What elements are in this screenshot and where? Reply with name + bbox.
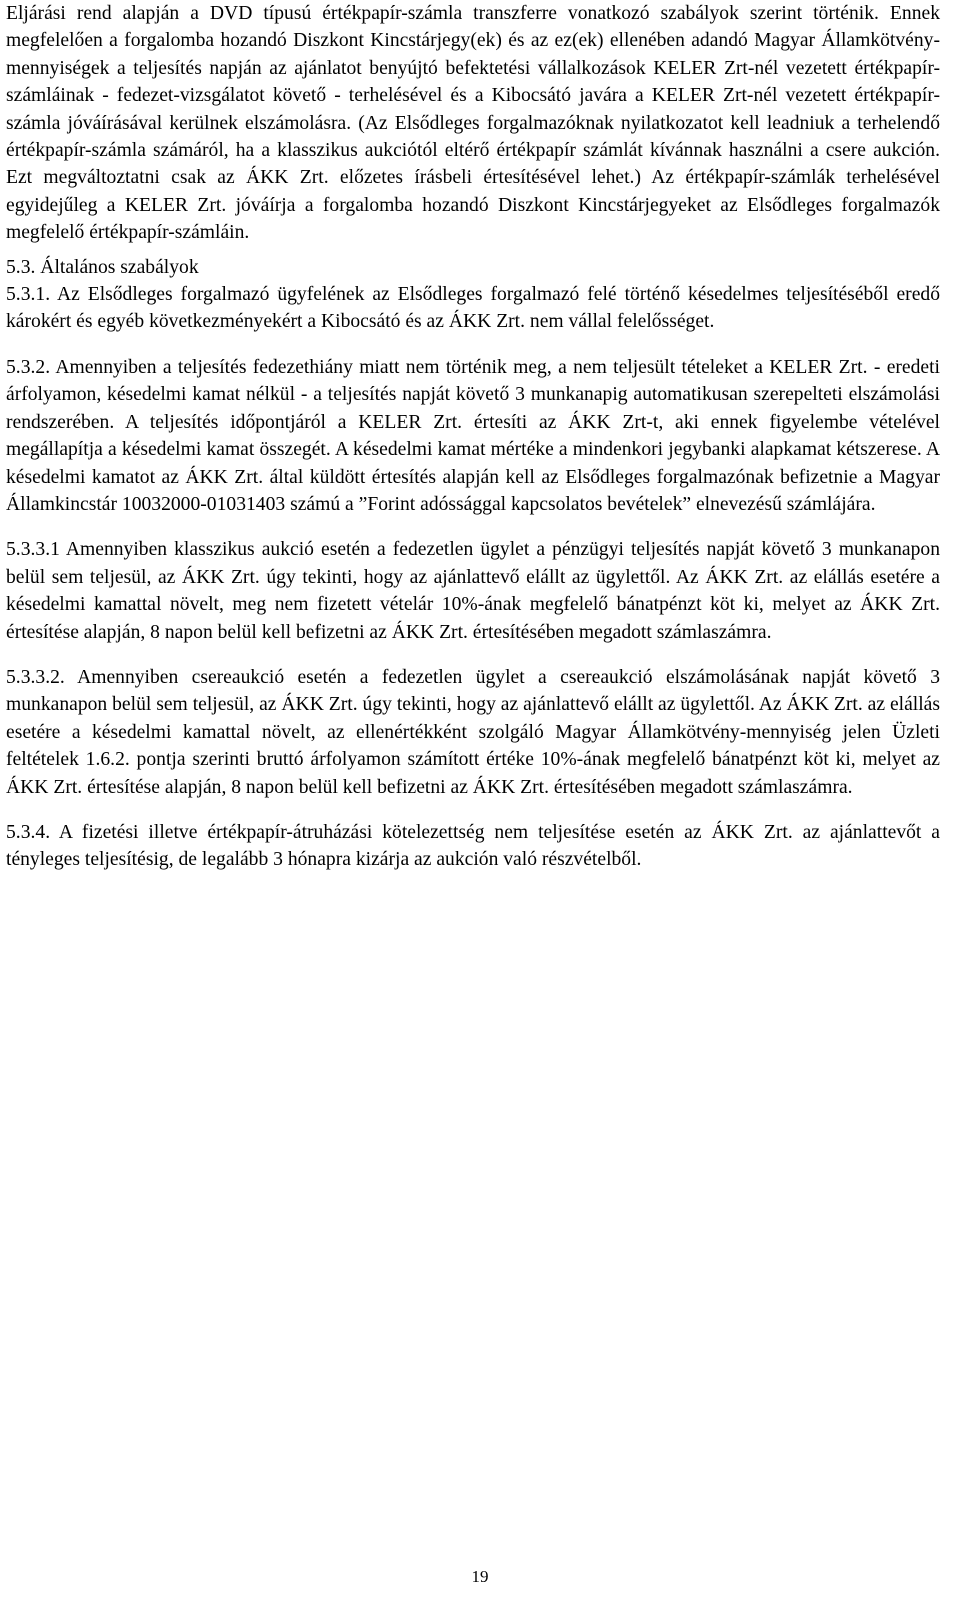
document-page: [6, 0, 940, 874]
intro-paragraph: Eljárási rend alapján a DVD típusú értékpapír-számla transzferre vonatkozó szabályok szerint történik. Ennek megfelelően a forgalomba hozandó Diszkont Kincstárjegy(ek) és az ez(ek) ellenében adandó Magyar Államkötvény-mennyiségek a teljesítés napján az ajánlatot benyújtó befektetési vállalkozások KELER Zrt-nél vezetett értékpapír-számláinak - fedezet-vizsgálatot követő - terhelésével és a Kibocsátó javára a KELER Zrt-nél vezetett értékpapír-számla jóváírásával kerülnek elszámolásra. (Az Elsődleges forgalmazóknak nyilatkozatot kell leadniuk a terhelendő értékpapír-számla számáról, ha a klasszikus aukciótól eltérő értékpapír számlát kívánnak használni a csere aukción. Ezt megváltoztatni csak az ÁKK Zrt. előzetes írásbeli értesítésével lehet.) Az értékpapír-számlák terhelésével egyidejűleg a KELER Zrt. jóváírja a forgalomba hozandó Diszkont Kincstárjegyeket az Elsődleges forgalmazók megfelelő értékpapír-számláin.: [6, 3, 940, 244]
page-number: 19: [471, 1567, 489, 1586]
paragraph-5-3-2: 5.3.2. Amennyiben a teljesítés fedezethiány miatt nem történik meg, a nem teljesült tételeket a KELER Zrt. - eredeti árfolyamon, késedelmi kamat nélkül - a teljesítés napját követő 3 munkanapig automatikusan szerepelteti elszámolási rendszerében. A teljesítés időpontjáról a KELER Zrt. értesíti az ÁKK Zrt-t, aki ennek figyelembe vételével megállapítja a késedelmi kamat összegét. A késedelmi kamat mértéke a mindenkori jegybanki alapkamat kétszerese. A késedelmi kamatot az ÁKK Zrt. által küldött értesítés alapján kell az Elsődleges forgalmazónak befizetnie a Magyar Államkincstár 10032000-01031403 számú a ”Forint adóssággal kapcsolatos bevételek” elnevezésű számlájára.: [6, 356, 940, 515]
section-heading-5-3: 5.3. Általános szabályok: [6, 256, 199, 278]
paragraph-5-3-3-2: 5.3.3.2. Amennyiben csereaukció esetén a fedezetlen ügylet a csereaukció elszámolásának napját követő 3 munkanapon belül sem teljesül, az ÁKK Zrt. úgy tekinti, hogy az ajánlattevő elállt az ügylettől. Az ÁKK Zrt. az elállás esetére a késedelmi kamattal növelt, az ellenértékként szolgáló Magyar Államkötvény-mennyiség jelen Üzleti feltételek 1.6.2. pontja szerinti bruttó árfolyamon számított értéke 10%-ának megfelelő bánatpénzt köt ki, melyet az ÁKK Zrt. értesítése alapján, 8 napon belül kell befizetni az ÁKK Zrt. értesítésében megadott számlaszámra.: [6, 666, 940, 798]
paragraph-5-3-4: 5.3.4. A fizetési illetve értékpapír-átruházási kötelezettség nem teljesítése esetén az ÁKK Zrt. az ajánlattevőt a tényleges teljesítésig, de legalább 3 hónapra kizárja az aukción való részvételből.: [6, 821, 940, 871]
paragraph-5-3-1: 5.3.1. Az Elsődleges forgalmazó ügyfelének az Elsődleges forgalmazó felé történő késedelmes teljesítéséből eredő károkért és egyéb következményekért a Kibocsátó és az ÁKK Zrt. nem vállal felelősséget.: [6, 284, 940, 333]
paragraph-5-3-3-1: 5.3.3.1 Amennyiben klasszikus aukció esetén a fedezetlen ügylet a pénzügyi teljesítés napját követő 3 munkanapon belül sem teljesül, az ÁKK Zrt. úgy tekinti, hogy az ajánlattevő elállt az ügylettől. Az ÁKK Zrt. az elállás esetére a késedelmi kamattal növelt, meg nem fizetett vételár 10%-ának megfelelő bánatpénzt köt ki, melyet az ÁKK Zrt. értesítése alapján, 8 napon belül kell befizetni az ÁKK Zrt. értesítésében megadott számlaszámra.: [6, 539, 940, 643]
